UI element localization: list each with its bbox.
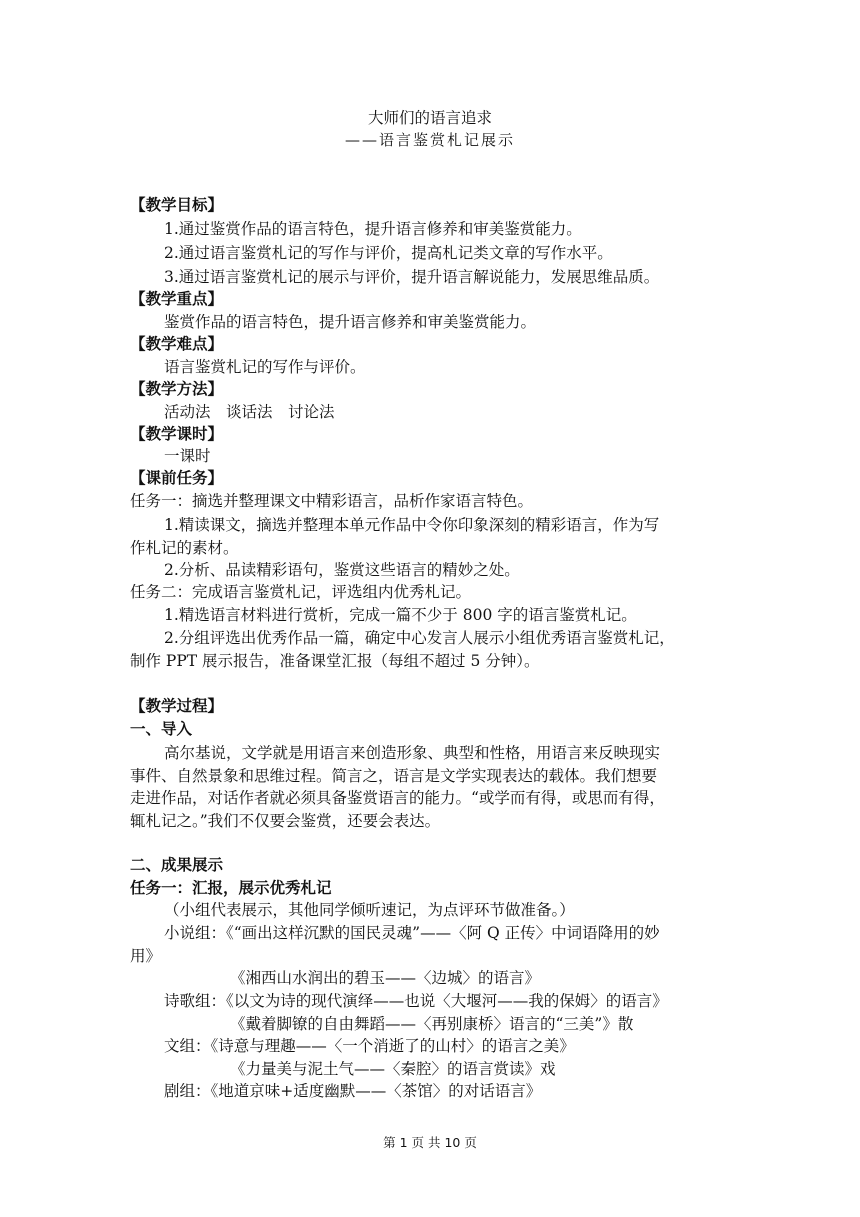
- section-heading-process: 【教学过程】: [130, 697, 224, 715]
- methods-text: 活动法 谈话法 讨论法: [164, 403, 335, 421]
- section-heading-difficulty: 【教学难点】: [130, 335, 224, 353]
- show-task-heading: 任务一：汇报，展示优秀札记: [130, 879, 332, 897]
- section-heading-intro: 一、导入: [130, 720, 193, 738]
- group-entry: 剧组：《地道京味+适度幽默——〈茶馆〉的对话语言》: [164, 1082, 542, 1100]
- pretask-task2-item: 2.分组评选出优秀作品一篇，确定中心发言人展示小组优秀语言鉴赏札记，: [164, 629, 675, 647]
- section-heading-goals: 【教学目标】: [130, 196, 224, 214]
- group-entry: 文组：《诗意与理趣——〈一个消逝了的山村〉的语言之美》: [164, 1037, 575, 1055]
- pretask-task1-title: 任务一：摘选并整理课文中精彩语言，品析作家语言特色。: [130, 492, 534, 510]
- pretask-task2-item: 制作 PPT 展示报告，准备课堂汇报（每组不超过 5 分钟）。: [130, 652, 540, 670]
- group-entry: 诗歌组：《以文为诗的现代演绎——也说〈大堰河——我的保姆〉的语言》: [164, 992, 668, 1010]
- focus-text: 鉴赏作品的语言特色，提升语言修养和审美鉴赏能力。: [164, 313, 537, 331]
- intro-paragraph-line: 辄札记之。”我们不仅要会鉴赏，还要会表达。: [130, 812, 441, 830]
- pretask-task2-title: 任务二：完成语言鉴赏札记，评选组内优秀札记。: [130, 583, 472, 601]
- intro-paragraph-line: 高尔基说，文学就是用语言来创造形象、典型和性格，用语言来反映现实: [164, 744, 661, 762]
- intro-paragraph-line: 事件、自然景象和思维过程。简言之，语言是文学实现表达的载体。我们想要: [130, 767, 658, 785]
- intro-paragraph-line: 走进作品，对话作者就必须具备鉴赏语言的能力。“或学而有得，或思而有得，: [130, 789, 665, 807]
- section-heading-hours: 【教学课时】: [130, 425, 224, 443]
- show-note: （小组代表展示，其他同学倾听速记，为点评环节做准备。）: [164, 901, 575, 919]
- section-heading-focus: 【教学重点】: [130, 290, 224, 308]
- group-entry: 《戴着脚镣的自由舞蹈——〈再别康桥〉语言的“三美”》散: [230, 1015, 634, 1033]
- goal-item: 3.通过语言鉴赏札记的展示与评价，提升语言解说能力，发展思维品质。: [164, 268, 660, 286]
- page-subtitle: ——语言鉴赏札记展示: [344, 131, 515, 149]
- difficulty-text: 语言鉴赏札记的写作与评价。: [164, 358, 366, 376]
- pretask-task1-item: 作札记的素材。: [130, 539, 239, 557]
- pretask-task1-item: 1.精读课文，摘选并整理本单元作品中令你印象深刻的精彩语言，作为写: [164, 516, 660, 534]
- goal-item: 1.通过鉴赏作品的语言特色，提升语言修养和审美鉴赏能力。: [164, 220, 582, 238]
- group-entry: 《力量美与泥土气——〈秦腔〉的语言赏读》戏: [230, 1060, 556, 1078]
- goal-item: 2.通过语言鉴赏札记的写作与评价，提高札记类文章的写作水平。: [164, 244, 613, 262]
- hours-text: 一课时: [164, 447, 211, 465]
- group-entry: 《湘西山水润出的碧玉——〈边城〉的语言》: [230, 969, 541, 987]
- section-heading-methods: 【教学方法】: [130, 380, 224, 398]
- pretask-task2-item: 1.精选语言材料进行赏析，完成一篇不少于 800 字的语言鉴赏札记。: [164, 606, 637, 624]
- group-entry: 用》: [130, 947, 162, 965]
- group-entry: 小说组：《“画出这样沉默的国民灵魂”——〈阿 Q 正传〉中词语降用的妙: [164, 924, 660, 942]
- section-heading-show: 二、成果展示: [130, 856, 224, 874]
- section-heading-pretask: 【课前任务】: [130, 469, 224, 487]
- page-footer: 第 1 页 共 10 页: [383, 1135, 477, 1150]
- pretask-task1-item: 2.分析、品读精彩语句，鉴赏这些语言的精妙之处。: [164, 561, 520, 579]
- page-title: 大师们的语言追求: [367, 109, 492, 127]
